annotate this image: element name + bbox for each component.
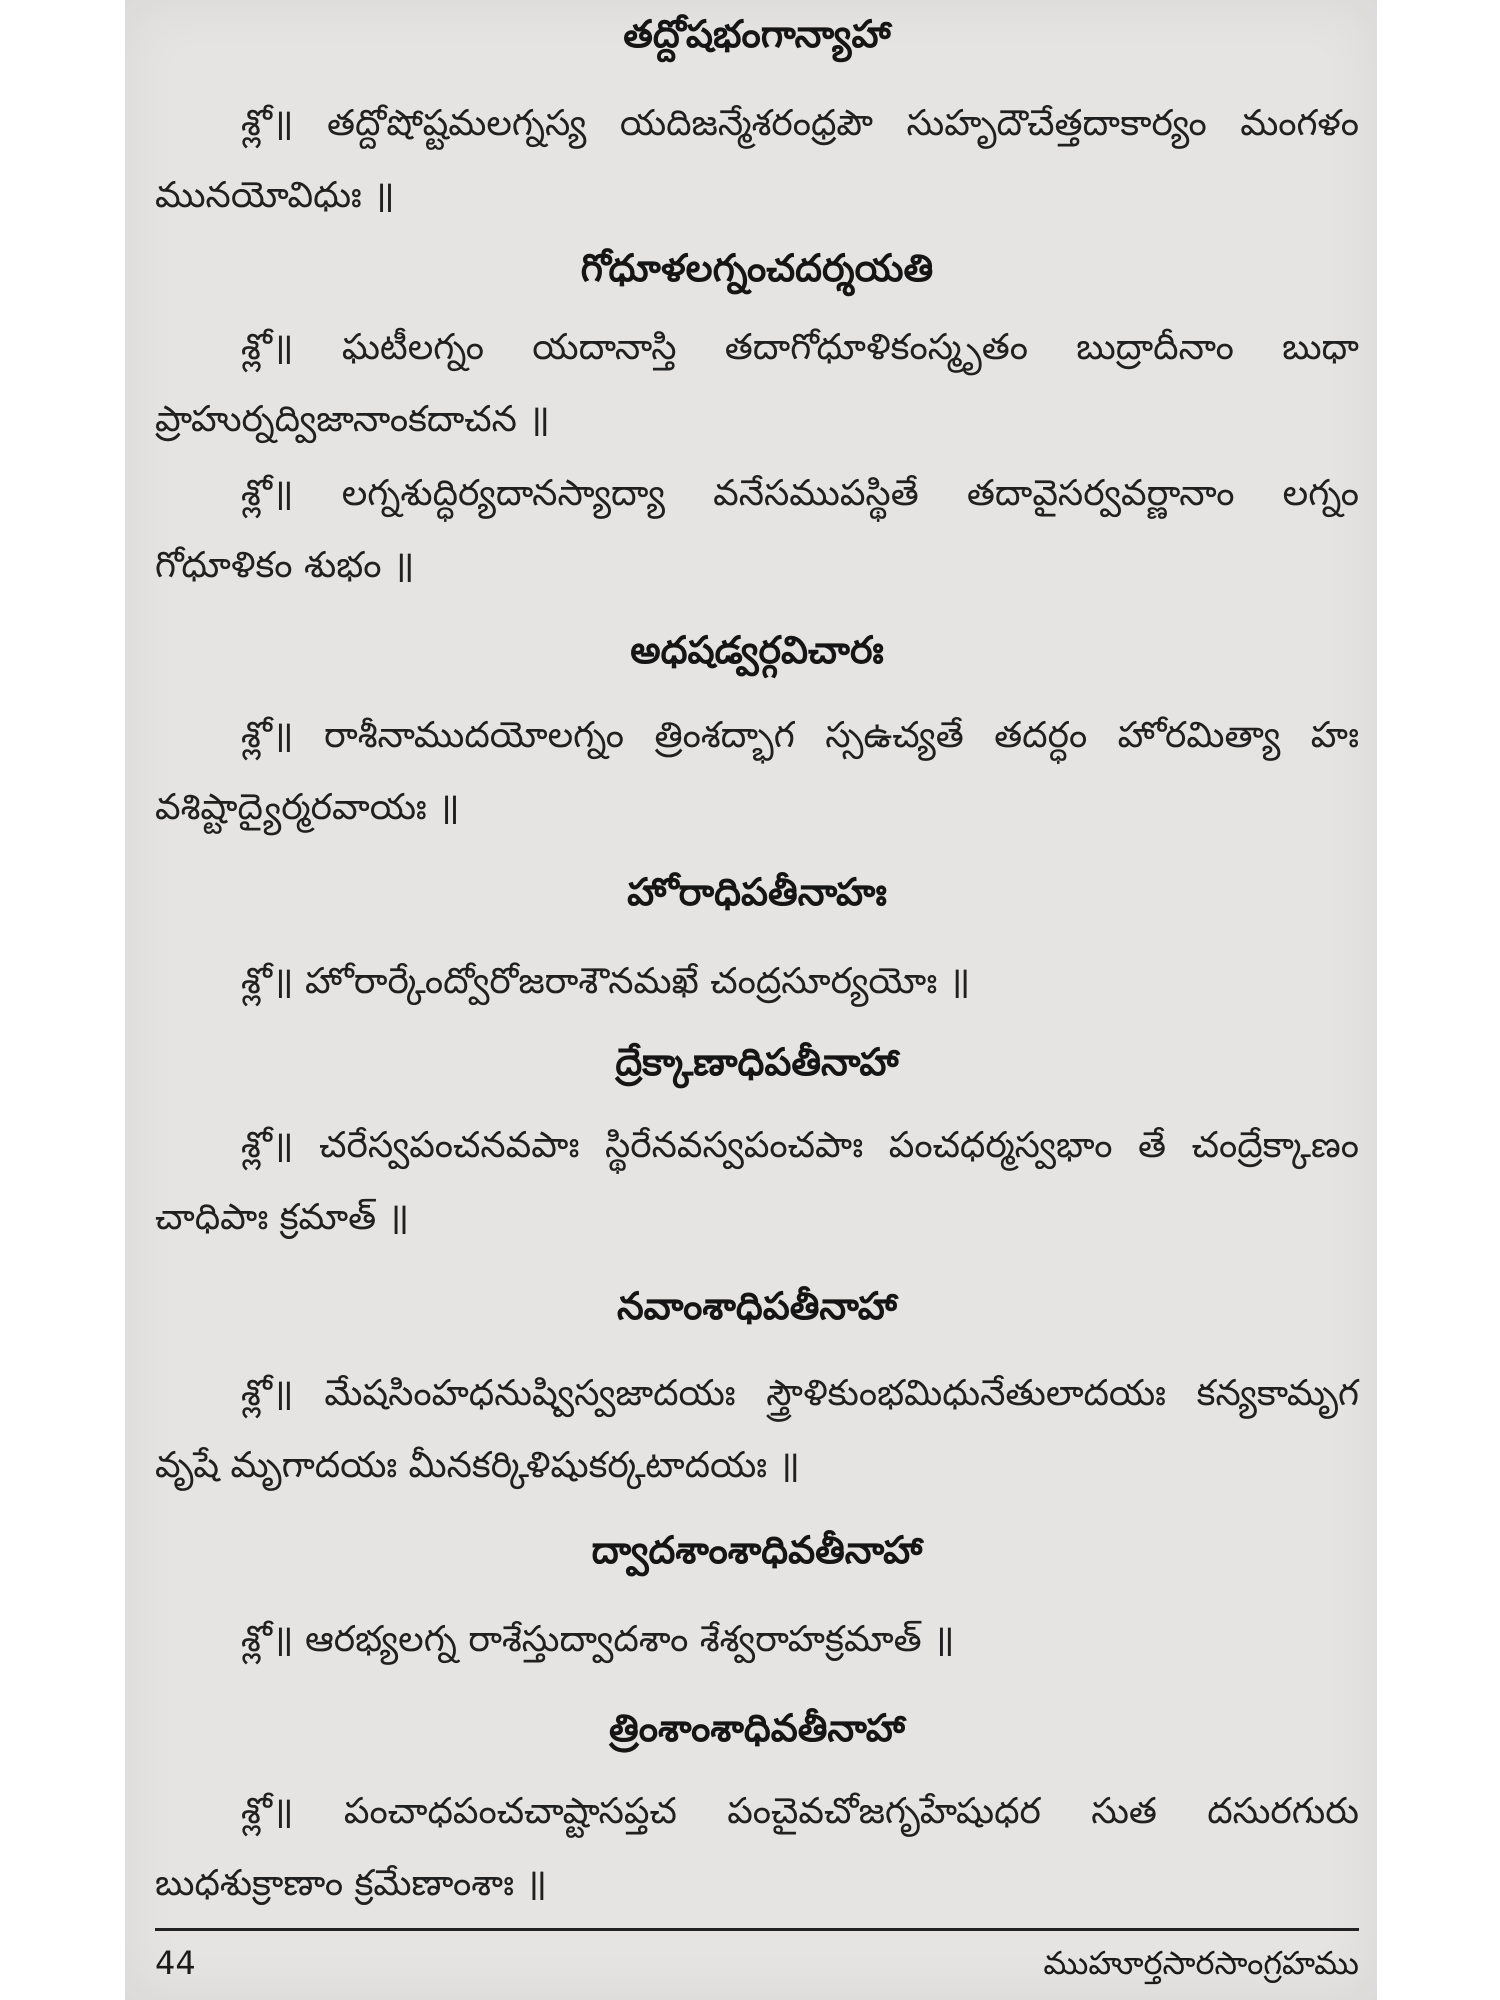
verse: శ్లో॥ పంచాధపంచచాష్టాసప్తచ పంచైవచోజగృహేషుధర సుత దసురగురు బుధశుక్రాణాం క్రమేణాంశాః ॥ (155, 1791, 1359, 1904)
verse: శ్లో॥ ఆరభ్యలగ్న రాశేస్తుద్వాదశాం శేశ్వరాహక్రమాత్ ॥ (241, 1619, 955, 1660)
verse: శ్లో॥ రాశీనాముదయోలగ్నం త్రింశద్భాగ స్సఉచ్యతే తదర్ధం హోరమిత్యా హః వశిష్టాద్యైర్మరవాయః ॥ (155, 715, 1359, 828)
verse: శ్లో॥ లగ్నశుద్ధిర్యదానస్యాద్యా వనేసముపస్థితే తదావైసర్వవర్ణానాం లగ్నం గోధూళికం శుభం ॥ (155, 473, 1359, 586)
section-heading: గోధూళలగ్నంచదర్శయతి (580, 246, 934, 290)
section-heading: హోరాధిపతీనాహః (627, 870, 887, 914)
running-title: ముహూర్తసారసాంగ్రహము (1043, 1944, 1359, 1982)
page-number: 44 (155, 1944, 196, 1982)
section-heading: తద్దోషభంగాన్యాహా (623, 12, 891, 56)
verse: శ్లో॥ మేషసింహధనుష్విస్వజాదయః స్త్రౌళికుంభమిధునేతులాదయః కన్యకామృగ వృషే మృగాదయః మీనకర్కిళిషుకర్కటాదయః ॥ (155, 1373, 1359, 1486)
section-heading: ద్రేక్కాణాధిపతీనాహా (615, 1040, 899, 1084)
section-heading: నవాంశాధిపతీనాహా (617, 1284, 897, 1328)
section-heading: అధషడ్వర్గవిచారః (630, 628, 884, 672)
section-heading: ద్వాదశాంశాధివతీనాహా (591, 1528, 923, 1572)
verse: శ్లో॥ ఘటీలగ్నం యదానాస్తి తదాగోధూళికంస్మృతం బుద్రాదీనాం బుధా ప్రాహుర్నద్విజానాంకదాచన ॥ (155, 327, 1359, 440)
book-page (125, 0, 1377, 2000)
section-heading: త్రింశాంశాధివతీనాహా (609, 1706, 905, 1750)
page-footer (155, 1938, 1359, 1988)
verse: శ్లో॥ చరేస్వపంచనవపాః స్థిరేనవస్వపంచపాః పంచధర్మస్వభాం తే చంద్రేక్కాణం చాధిపాః క్రమాత్ ॥ (155, 1125, 1359, 1238)
footer-rule (155, 1928, 1359, 1931)
verse: శ్లో॥ హోరార్కేంద్వోరోజరాశౌనమఖే చంద్రసూర్యయోః ॥ (241, 961, 971, 1002)
page-content (155, 0, 1359, 2000)
verse: శ్లో॥ తద్దోషోష్టమలగ్నస్య యదిజన్మేశరంధ్రపౌ సుహృదౌచేత్తదాకార్యం మంగళం మునయోవిధుః ॥ (155, 103, 1359, 216)
